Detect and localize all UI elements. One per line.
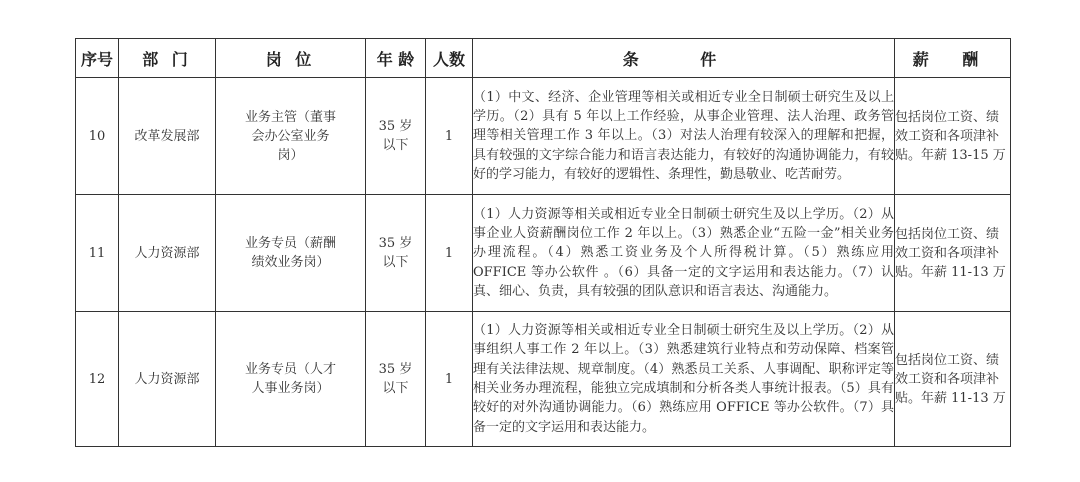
header-position: 岗 位 [216, 39, 366, 78]
cell-conditions: （1）中文、经济、企业管理等相关或相近专业全日制硕士研究生及以上学历。（2）具有 5 年以上工作经验，从事企业管理、法人治理、政务管理等相关管理工作 3 年以上。（3）对法人治理有较深入的理解和把握，具有较强的文字综合能力和语言表达能力，有较好的沟通协调能力，有较好的学习能力，有较好的逻辑性、条理性，勤恳敬业、吃苦耐劳。 [473, 78, 895, 195]
cell-no: 12 [76, 312, 119, 447]
cell-dept: 人力资源部 [119, 195, 216, 312]
cell-position: 业务专员（薪酬绩效业务岗） [244, 236, 336, 270]
cell-salary: 包括岗位工资、绩效工资和各项津补贴。年薪 11-13 万 [895, 312, 1011, 447]
cell-count: 1 [426, 78, 473, 195]
header-dept: 部 门 [119, 39, 216, 78]
cell-no: 11 [76, 195, 119, 312]
header-no: 序号 [76, 39, 119, 78]
cell-salary: 包括岗位工资、绩效工资和各项津补贴。年薪 13-15 万 [895, 78, 1011, 195]
cell-position: 业务主管（董事会办公室业务岗） [244, 109, 336, 163]
cell-salary: 包括岗位工资、绩效工资和各项津补贴。年薪 11-13 万 [895, 195, 1011, 312]
header-conditions: 条 件 [473, 39, 895, 78]
header-age: 年 龄 [366, 39, 426, 78]
cell-count: 1 [426, 195, 473, 312]
header-count: 人数 [426, 39, 473, 78]
header-salary: 薪 酬 [895, 39, 1011, 78]
cell-conditions: （1）人力资源等相关或相近专业全日制硕士研究生及以上学历。（2）从事企业人资薪酬岗位工作 2 年以上。（3）熟悉企业“五险一金”相关业务办理流程。（4）熟悉工资业务及个人所得税计算。（5）熟练应用 OFFICE 等办公软件 。（6）具备一定的文字运用和表达能力。（7）认真、细心、负责，具有较强的团队意识和语言表达、沟通能力。 [473, 195, 895, 312]
cell-age: 35 岁以下 [378, 362, 413, 396]
cell-count: 1 [426, 312, 473, 447]
header-row [76, 39, 1011, 78]
cell-position: 业务专员（人才人事业务岗） [244, 362, 336, 396]
table-row [76, 78, 1011, 195]
cell-age: 35 岁以下 [378, 236, 413, 270]
cell-conditions: （1）人力资源等相关或相近专业全日制硕士研究生及以上学历。（2）从事组织人事工作 2 年以上。（3）熟悉建筑行业特点和劳动保障、档案管理有关法律法规、规章制度。（4）熟悉员工关系、人事调配、职称评定等相关业务办理流程，能独立完成填制和分析各类人事统计报表。（5）具有较好的对外沟通协调能力。（6）熟练应用 OFFICE 等办公软件。（7）具备一定的文字运用和表达能力。 [473, 312, 895, 447]
table-row [76, 312, 1011, 447]
cell-no: 10 [76, 78, 119, 195]
cell-dept: 改革发展部 [119, 78, 216, 195]
recruitment-table [75, 38, 1011, 447]
cell-dept: 人力资源部 [119, 312, 216, 447]
table-row [76, 195, 1011, 312]
cell-age: 35 岁以下 [378, 119, 413, 153]
